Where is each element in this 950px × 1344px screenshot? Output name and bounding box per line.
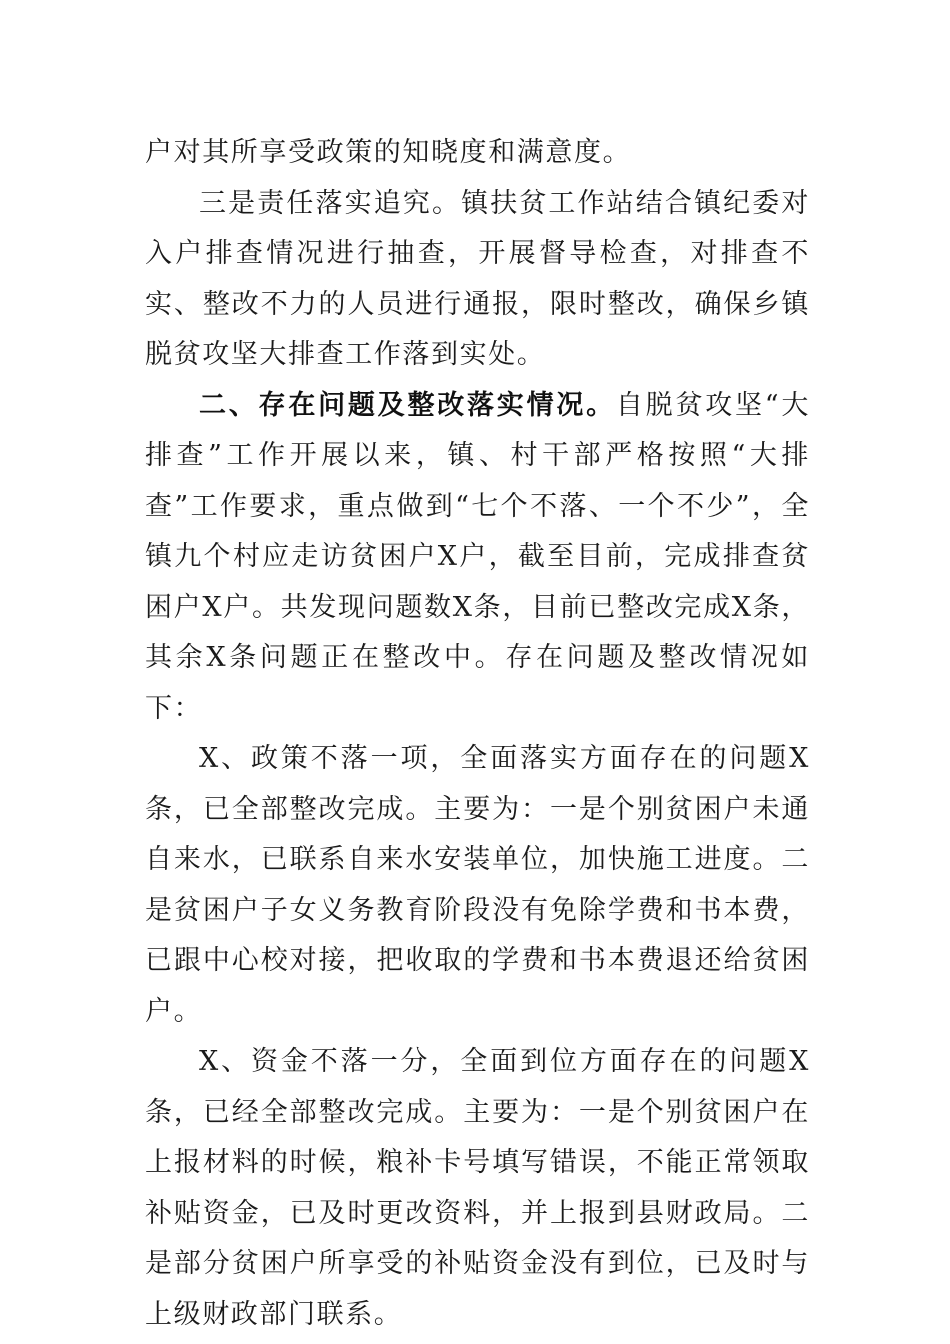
paragraph-5-text: X、资金不落一分，全面到位方面存在的问题X条，已经全部整改完成。主要为：一是个别贫困户在上报材料的时候，粮补卡号填写错误，不能正常领取补贴资金，已及时更改资料，并上报到县财政局。二是部分贫困户所享受的补贴资金没有到位，已及时与上级财政部门联系。: [145, 1046, 810, 1330]
paragraph-3: [145, 381, 810, 735]
paragraph-4: [145, 734, 810, 1037]
document-body: [145, 128, 810, 1340]
paragraph-4-text: X、政策不落一项，全面落实方面存在的问题X条，已全部整改完成。主要为：一是个别贫困户未通自来水，已联系自来水安装单位，加快施工进度。二是贫困户子女义务教育阶段没有免除学费和书本费，已跟中心校对接，把收取的学费和书本费退还给贫困户。: [145, 743, 810, 1027]
paragraph-1-text: 户对其所享受政策的知晓度和满意度。: [145, 137, 632, 168]
paragraph-5: [145, 1037, 810, 1340]
paragraph-2-text: 三是责任落实追究。镇扶贫工作站结合镇纪委对入户排查情况进行抽查，开展督导检查，对排查不实、整改不力的人员进行通报，限时整改，确保乡镇脱贫攻坚大排查工作落到实处。: [145, 187, 810, 370]
paragraph-2: [145, 179, 810, 381]
paragraph-3-text: 自脱贫攻坚“大排查”工作开展以来，镇、村干部严格按照“大排查”工作要求，重点做到“七个不落、一个不少”，全镇九个村应走访贫困户X户，截至目前，完成排查贫困户X户。共发现问题数X条，目前已整改完成X条，其余X条问题正在整改中。存在问题及整改情况如下：: [145, 389, 810, 724]
section-heading: 二、存在问题及整改落实情况。: [199, 389, 616, 421]
paragraph-1: [145, 128, 810, 179]
